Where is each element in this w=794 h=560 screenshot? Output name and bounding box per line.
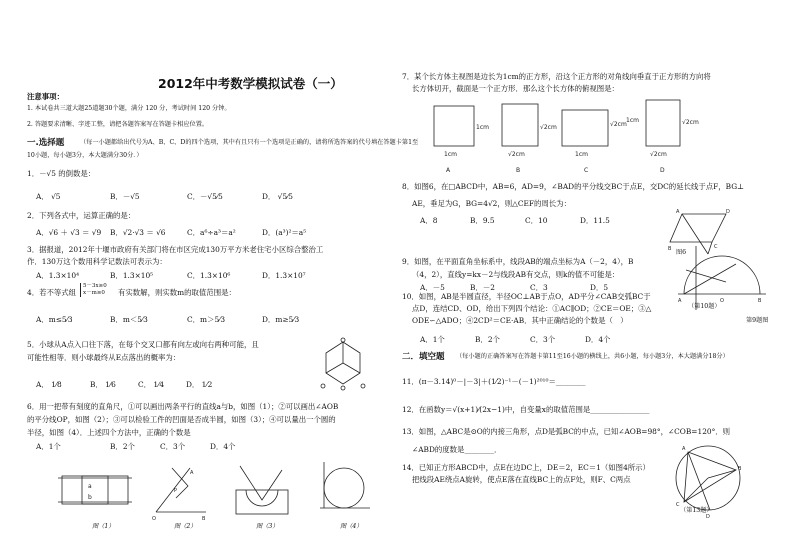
notice-1: 1. 本试卷共三道大题25道题30个题，满分 120 分，考试时间 120 分钟。 [27,105,231,112]
section2-desc: （每小题的正确答案写在答题卡第11至16小题的横线上，共6小题，每小题3分，本大题满分18分） [456,353,729,360]
q7-stem-1: 7．某个长方体主视图是边长为1cm的正方形，沿这个正方形的对角线向垂直于正方形的方向将 [402,72,711,81]
q2-option-c: C．a⁶÷a³＝a² [187,228,236,237]
q4-option-c: C．m＞5⁄3 [187,315,226,324]
q5-option-b: B． 1⁄6 [90,380,116,389]
q4-stem-1: 4．若不等式组 [27,288,77,297]
q7-option-b: B [516,167,521,174]
q8-option-d: D．11.5 [580,216,610,225]
q5-option-c: C． 1⁄4 [138,380,165,389]
svg-text:C: C [714,244,718,250]
q8-option-c: C．10 [525,216,548,225]
q9-option-d: D．5 [590,283,609,292]
q13-fig-caption: （第13题） [680,507,713,514]
q6-fig1-caption: 图（1） [92,523,115,530]
q3-option-a: A．1.3×10⁴ [36,271,80,280]
q10-fig-caption: （第10题） [688,303,721,310]
svg-text:O: O [152,516,156,522]
q9-stem-2: （4，2），直线y=kx－2与线段AB有交点，则k的值不可能是： [412,270,620,279]
svg-text:b: b [88,494,92,501]
q7-d-side-label: 1cm [626,117,639,124]
svg-text:B: B [758,298,762,304]
q1-stem: 1．－√5 的倒数是： [27,169,96,178]
svg-text:O: O [720,298,724,304]
q6-stem-1: 6．用一把带有刻度的直角尺，①可以画出两条平行的直线a与b，如图（1）；②可以画出∠AOB [27,402,339,411]
q4-stem-2: 有实数解，则实数m的取值范围是： [118,288,236,297]
q4-inequality-system [80,283,107,297]
notice-heading: 注意事项： [27,92,64,101]
q7-a-side-label: 1cm [476,124,489,131]
q2-stem: 2．下列各式中，运算正确的是： [27,211,136,220]
svg-text:B: B [202,516,206,522]
svg-text:A: A [678,298,682,304]
q10-stem-2: 点D，连结CD、OD，给出下列四个结论：①AC∥OD；②CE＝OE；③△ [412,304,652,313]
section1-heading: 一.选择题 [27,138,65,148]
q6-option-b: B．2个 [110,442,135,451]
notice-2: 2. 答题要求清晰、字迹工整，请把各题答案写在答题卡相应位置。 [27,121,209,128]
svg-text:B: B [738,466,742,472]
q10-option-d: D．4个 [585,335,611,344]
q6-fig3-caption: 图（3） [256,523,279,530]
q4-inequality-1: 5－3x≥0 [83,283,107,289]
q7-a-bottom-label: 1cm [444,151,457,158]
q6-stem-2: 的平分线OP，如图（2）；③可以检验工件的凹面是否成半圆，如图（3）；④可以量出一个圆的 [27,415,336,424]
q6-fig2-caption: 图（2） [174,523,197,530]
q9-stem-1: 9．如图，在平面直角坐标系中，线段AB的端点坐标为A（－2，4），B [402,257,634,266]
q8-stem-2: AE，垂足为G，BG=4√2，则△CEF的周长为： [412,199,571,208]
q5-option-a: A． 1⁄8 [36,380,62,389]
q9-option-c: C．3 [530,283,548,292]
q6-figure-1 [58,464,138,522]
q3-stem-1: 3．据报道，2012年十堰市政府有关部门将在市区完成130万平方米老住宅小区综合整治工 [27,245,324,254]
svg-text:C: C [676,502,680,508]
q7-c-bottom-label: 1cm [575,151,588,158]
q13-stem-2: ∠ABD的度数是________． [412,445,502,454]
q8-option-b: B．9.5 [470,216,495,225]
section2-heading: 二．填空题 [402,352,445,362]
q14-stem-2: 把线段AE绕点A旋转，使点E落在直线BC上的点F处，则F、C两点 [412,475,631,484]
q1-option-d: D． √5⁄5 [262,192,294,201]
q7-c-side-label: √2cm [610,121,627,128]
q4-option-d: D．m≥5⁄3 [262,315,300,324]
q12-stem: 12．在函数y＝√(x+1)⁄(2x−1)中，自变量x的取值范围是________________ [402,405,650,414]
q4-option-b: B．m＜5⁄3 [110,315,148,324]
q9-fig-caption: 第9题图 [746,317,769,324]
q4-inequality-2: x－m≥0 [83,290,105,296]
q1-option-b: B．－√5 [110,192,140,201]
q6-figure-3 [232,460,292,522]
svg-text:D: D [706,514,710,520]
svg-text:A: A [682,446,686,452]
q3-stem-2: 作．130万这个数用科学记数法可表示为： [27,257,167,266]
svg-text:A: A [190,470,194,476]
q2-option-a: A．√6 ＋ √3 ＝ √9 [36,228,102,237]
q9-option-b: B．－2 [470,283,495,292]
q7-b-side-label: √2cm [540,124,557,131]
q7-option-d: D [660,167,665,174]
q6-figure-2 [150,462,210,522]
q6-option-c: C．3个 [160,442,186,451]
section1-desc-1: （每一小题都给出代号为A、B、C、D的四个选项，其中有且只有一个选项是正确的，请将所选答案的代号填在答题卡第1至 [80,139,419,146]
q7-d-side2-label: √2cm [682,119,699,126]
exam-title: 2012年中考数学模拟试卷（一） [158,76,343,91]
q13-stem-1: 13．如图，△ABC是⊙O的内接三角形，点D是弧BC的中点，已知∠AOB=98°，∠COB=120°．则 [402,427,731,436]
q3-option-d: D．1.3×10⁷ [262,271,306,280]
q6-stem-3: 半径，如图（4）．上述四个方法中，正确的个数是 [27,428,191,437]
q1-option-a: A． √5 [36,192,61,201]
q1-option-c: C．－√5⁄5 [187,192,223,201]
q8-stem-1: 8．如图6，在□ABCD中，AB=6，AD=9，∠BAD的平分线交BC于点E，交DC的延长线于点F，BG⊥ [402,182,745,191]
q6-fig4-caption: 图（4） [340,523,363,530]
q3-option-c: C．1.3×10⁶ [187,271,231,280]
q9-option-a: A．－5 [420,283,445,292]
q14-stem-1: 14．已知正方形ABCD中，点E在边DC上，DE＝2，EC＝1（如图4所示） [402,463,650,472]
q7-stem-2: 长方体切开，截面是一个正方形．那么这个长方体的俯视图是： [412,84,619,93]
q6-option-a: A．1个 [36,442,61,451]
q7-b-bottom-label: √2cm [508,151,525,158]
q4-option-a: A．m≤5⁄3 [36,315,73,324]
q5-stem-1: 5．小球从A点入口往下落，在每个交叉口都有向左或向右两种可能，且 [27,340,259,349]
q7-option-a: A [446,167,451,174]
q5-ball-path-figure [318,336,368,392]
q10-stem-3: ODE∽△ADO；④2CD²＝CE·AB．其中正确结论的个数是（ ） [412,316,628,325]
q7-d-bottom-label: √2cm [650,151,667,158]
q11-stem: 11．(π－3.14)⁰－|－3|＋(1⁄2)⁻¹－(－1)²⁰¹⁰＝________ [402,377,586,386]
q6-figure-4 [318,458,374,522]
svg-text:a: a [88,483,92,490]
q10-option-a: A．1个 [420,335,445,344]
q2-option-d: D．(a³)²＝a⁵ [262,228,307,237]
q6-option-d: D．4个 [210,442,236,451]
q10-stem-1: 10．如图，AB是半圆直径，半径OC⊥AB于点O，AD平分∠CAB交弧BC于 [402,292,651,301]
svg-text:P: P [174,488,178,494]
svg-text:D: D [726,209,730,215]
q7-topview-options [420,96,720,176]
q5-option-d: D． 1⁄2 [186,380,213,389]
section1-desc-2: 10小题，每小题3分，本大题满分30分．） [27,152,143,159]
q10-option-b: B．2个 [475,335,500,344]
q10-option-c: C．3个 [530,335,556,344]
svg-text:A: A [676,209,680,215]
q7-option-c: C [584,167,589,174]
q8-fig-caption: 图6 [676,249,687,256]
svg-text:B: B [668,246,672,252]
q3-option-b: B．1.3×10⁵ [110,271,154,280]
q2-option-b: B．√2·√3 ＝ √6 [110,228,166,237]
q5-stem-2: 可能性相等．则小球最终从E点落出的概率为： [27,353,181,362]
q8-option-a: A．8 [420,216,438,225]
